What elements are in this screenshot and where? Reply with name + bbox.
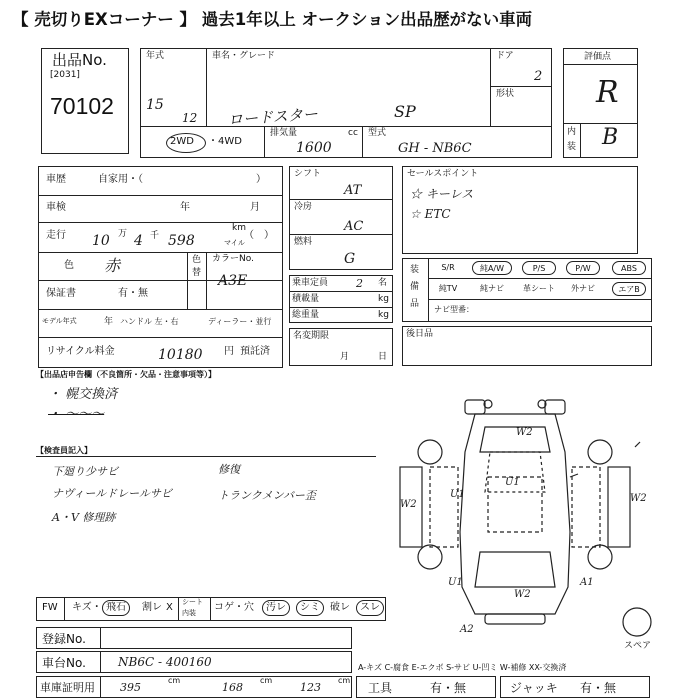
reg-change-label: 名変期限 [293,331,330,341]
exhibit-number: 70102 [50,93,114,119]
doors-label: ドア [496,51,514,61]
chassis-value: NB6C - 400160 [118,655,212,669]
inspector-left-3: A・V 修理跡 [52,511,116,524]
equip-ps: P/S [522,261,556,275]
fw-item-2: 飛石 [102,600,130,616]
inspection-label: 車検 [46,202,66,213]
car-name-value: ロードスター [227,104,319,130]
ac-label: 冷房 [294,202,313,212]
sales-point-2: ☆ ETC [410,207,451,221]
score-label: 評価点 [584,52,612,62]
exhibit-box [41,48,129,154]
mileage-paren: （ ） [244,230,274,241]
fw-seat-item-1: コゲ・穴 [214,602,254,613]
warranty-value: 有・無 [118,288,148,299]
jack-label: ジャッキ [510,681,558,695]
inspector-right-2: トランクメンバー歪 [218,489,316,502]
mileage-v2: 4 [134,233,143,249]
shape-label: 形状 [496,89,515,99]
displacement-value: 1600 [296,140,332,156]
recycle-label: リサイクル料金 [46,346,115,357]
spare-label: スペア [624,641,652,651]
inspection-month: 月 [250,202,260,213]
center-form [289,166,393,270]
capacity-unit: 名 [378,278,388,288]
certificate-label: 車庫証明用 [40,681,95,694]
diag-mark-8: A2 [460,624,474,635]
inspector-label: 【検査員記入】 [36,446,92,455]
fw-item-3: 割レ [142,602,162,613]
post-label: 後日品 [406,329,434,339]
recycle-value: 10180 [158,347,203,363]
equipment-label-3: 品 [410,299,420,309]
exhibit-sub: [2031] [50,70,80,80]
history-label: 車歴 [46,174,66,185]
color-swap-1: 色 [192,255,202,265]
jack-value: 有・無 [580,681,617,695]
seller-notes-label: 【出品店申告欄（不良箇所・欠品・注意事項等）】 [36,370,216,379]
certificate-unit-3: cm [338,676,351,685]
model-row-dealer: ディーラー・並行 [208,317,272,326]
score-value: R [596,75,619,110]
diag-mark-9: U1 [448,577,463,588]
fw-seat-1: シート [182,598,203,606]
model-row-handle: ハンドル 左・右 [120,317,179,326]
inspector-left-1: 下廻り少サビ [52,465,118,478]
equip-aw: 純A/W [472,261,512,275]
car-grade-value: SP [394,102,416,121]
equipment-label-2: 備 [410,282,420,292]
equip-abs: ABS [612,261,646,275]
diag-mark-2: W2 [400,499,417,510]
chassis-label: 車台No. [42,656,86,670]
fw-seat-item-4: 破レ [330,602,350,613]
fw-item-1: キズ・ [72,602,102,613]
mileage-v1: 10 [92,233,110,249]
mileage-label: 走行 [46,230,66,241]
navi-model-label: ナビ型番： [434,305,474,314]
load-label: 積載量 [292,294,320,304]
capacity-value: 2 [356,277,363,290]
equip-leather: 革シート [523,284,555,293]
shift-label: シフト [294,169,322,179]
post-box [402,326,652,366]
car-diagram [390,382,670,652]
certificate-width: 168 [222,681,243,694]
fw-seat-2: 内装 [182,609,196,617]
warranty-label: 保証書 [46,288,76,299]
reg-change-day: 日 [378,352,388,362]
displacement-label: 排気量 [270,128,298,138]
registration-label: 登録No. [42,632,86,646]
certificate-len: 395 [120,681,141,694]
model-row-label: モデル年式 [42,317,77,325]
certificate-unit-1: cm [168,676,181,685]
mileage-v3: 598 [168,233,195,249]
model-row-year: 年 [104,317,114,327]
model-month-value: 12 [182,111,198,125]
certificate-height: 123 [300,681,321,694]
equip-sr: S/R [441,263,455,272]
equip-ext-navi: 外ナビ [571,284,595,293]
doors-value: 2 [534,69,543,84]
history-value: 自家用・（ [98,174,143,185]
model-type-value: GH - NB6C [398,141,472,156]
color-label: 色 [64,260,74,271]
certificate-unit-2: cm [260,676,273,685]
model-type-label: 型式 [368,128,387,138]
diag-mark-1: W2 [516,427,533,438]
drive-4wd: ・4WD [208,136,242,147]
fuel-label: 燃料 [294,237,313,247]
recycle-unit: 円 [224,346,234,357]
color-swap-2: 替 [192,268,202,278]
diag-mark-7: W2 [514,589,531,600]
inspector-left-2: ナヴィールドレールサビ [52,487,172,500]
model-year-value: 15 [146,97,164,113]
color-code-label: カラーNo. [212,254,254,264]
interior-label-2: 装 [567,142,577,152]
displacement-unit: cc [348,128,358,138]
sales-points-label: セールスポイント [407,169,479,179]
equip-tv: 純TV [438,284,458,293]
mileage-u1: 万 [118,229,128,239]
inspection-year: 年 [180,202,190,213]
reg-change-unit: 月 [340,352,350,362]
diag-mark-6: A1 [580,577,594,588]
tools-label: 工具 [368,681,393,695]
fw-label: FW [42,602,58,613]
mileage-u2: 千 [150,231,160,241]
diag-mark-3: W2 [630,493,647,504]
gross-unit: kg [378,310,389,320]
legend-text: A-キズ C-腐食 E-エクボ S-サビ U-凹ミ W-補修 XX-交換済 [358,663,567,672]
equip-navi: 純ナビ [480,284,504,293]
equip-pw: P/W [566,261,600,275]
drive-2wd: 2WD [170,136,194,147]
mileage-km: km [232,223,246,233]
fw-seat-item-5: スレ [356,600,384,616]
seller-note-2: ・ ～～～ [48,407,105,422]
header-title: 【 売切りEXコーナー 】 過去1年以上 オークション出品歴がない車両 [12,10,533,29]
capacity-label: 乗車定員 [292,278,329,288]
tools-value: 有・無 [430,681,467,695]
diag-mark-5: U1 [505,477,520,488]
ac-value: AC [344,219,364,234]
history-close: ） [256,174,266,185]
exhibit-label: 出品No. [52,51,107,69]
fw-seat-item-3: シミ [296,600,324,616]
equip-airbag: エアB [612,282,646,296]
fuel-value: G [344,251,356,267]
inspector-right-1: 修復 [218,463,240,476]
model-year-label: 年式 [146,51,165,61]
shift-value: AT [344,183,362,198]
interior-value: B [602,125,619,150]
gross-label: 総重量 [292,310,320,320]
color-code-value: A3E [218,273,248,289]
recycle-status: 預託済 [240,346,270,357]
diag-mark-4: U1 [450,489,465,500]
fw-seat-item-2: 汚レ [262,600,290,616]
sales-point-1: ☆ キーレス [410,187,474,201]
color-value: 赤 [104,256,121,275]
load-unit: kg [378,294,389,304]
car-name-label: 車名・グレード [212,51,276,61]
interior-label-1: 内 [567,127,577,137]
mileage-mile: マイル [224,239,245,247]
seller-note-1: ・ 幌交換済 [48,387,118,402]
equipment-label-1: 装 [410,265,420,275]
fw-item-4: X [166,602,173,613]
